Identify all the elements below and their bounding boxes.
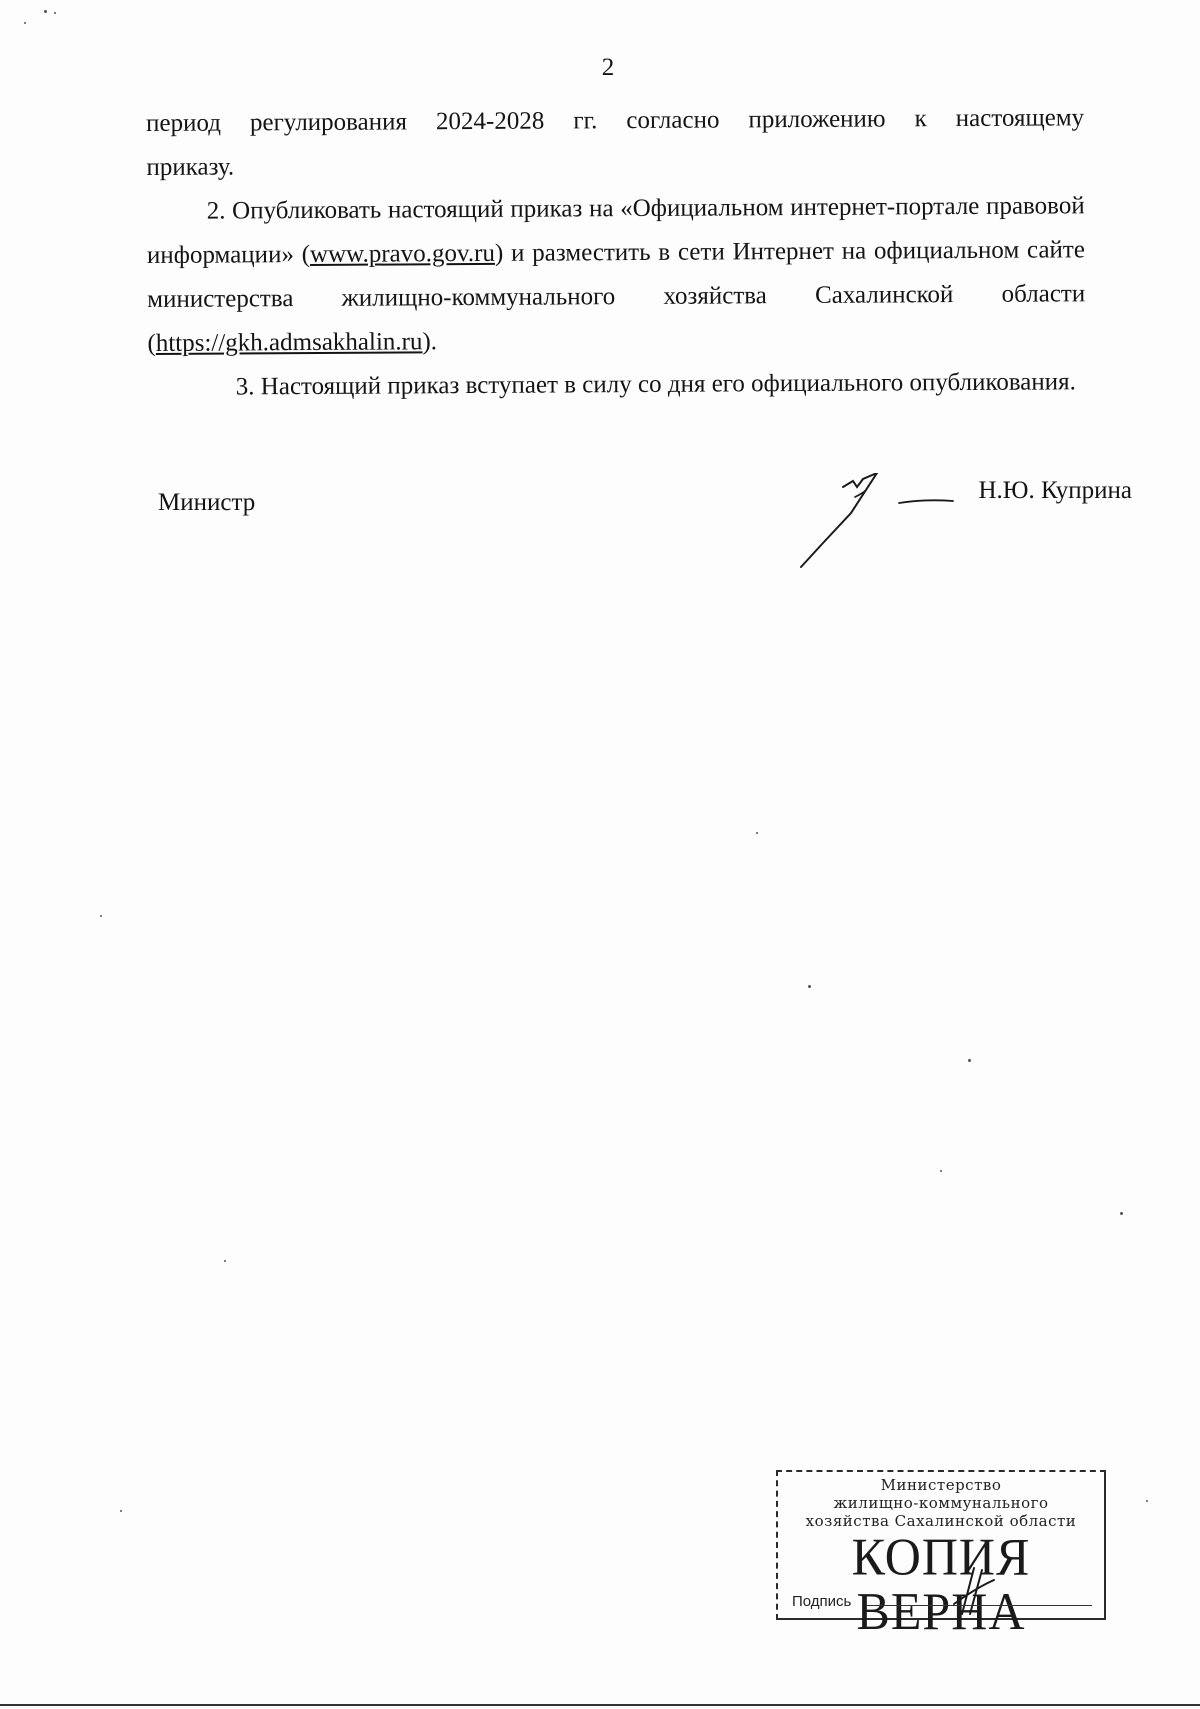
gkh-admsakhalin-link[interactable]: https://gkh.admsakhalin.ru [155, 328, 423, 357]
stamp-title: КОПИЯ ВЕРНА [851, 1527, 1031, 1641]
paragraph-2-end: ). [422, 328, 438, 356]
pravo-gov-link[interactable]: www.pravo.gov.ru [309, 239, 496, 269]
stamp-signature-row [792, 1593, 1092, 1610]
handwritten-signature-icon [793, 473, 963, 569]
paragraph-2 [147, 184, 1086, 366]
stamp-signature-line [866, 1605, 1092, 1606]
page-number: 2 [601, 54, 615, 81]
paragraph-1-line-1: период регулирования 2024-2028 гг. согласно приложению к настоящему [146, 104, 1085, 137]
scan-speck [808, 985, 811, 988]
paragraph-2-start: 2. Опубликовать настоящий приказ на «Официальном интернет-портале правовой информации» ( [146, 192, 1085, 269]
scan-speck [224, 1260, 226, 1262]
scan-speck [940, 1170, 942, 1172]
scan-speck [756, 832, 758, 834]
stamp-org-line-1: Министерство [880, 1476, 1002, 1494]
stamp-signature-label: Подпись [792, 1593, 852, 1610]
paragraph-1-line-2: приказу. [146, 153, 235, 181]
scan-speck [44, 10, 47, 13]
signature-block [158, 475, 1132, 575]
document-body [146, 96, 1086, 410]
stamp-org-line-2: жилищно-коммунального [833, 1494, 1049, 1512]
copy-certified-stamp [776, 1470, 1106, 1641]
scan-speck [968, 1059, 971, 1062]
stamp-organization [778, 1476, 1104, 1530]
scan-speck [24, 22, 26, 24]
signatory-name: Н.Ю. Куприна [978, 477, 1132, 504]
scan-speck [54, 12, 56, 14]
scan-speck [1146, 1500, 1148, 1502]
stamp-org-line-3: хозяйства Сахалинской области [805, 1512, 1077, 1530]
signatory-position: Министр [158, 489, 256, 516]
scan-speck [1120, 1212, 1123, 1215]
scan-speck [120, 1510, 122, 1512]
paragraph-3: 3. Настоящий приказ вступает в силу со дня его официального опубликования. [235, 368, 1076, 401]
scan-bottom-edge [0, 1704, 1200, 1706]
scan-speck [100, 915, 102, 917]
paragraph-2-middle: ) и разместить в сети Интернет на официальном сайте министерства жилищно-коммунального хозяйства Сахалинской области ( [147, 236, 1086, 357]
